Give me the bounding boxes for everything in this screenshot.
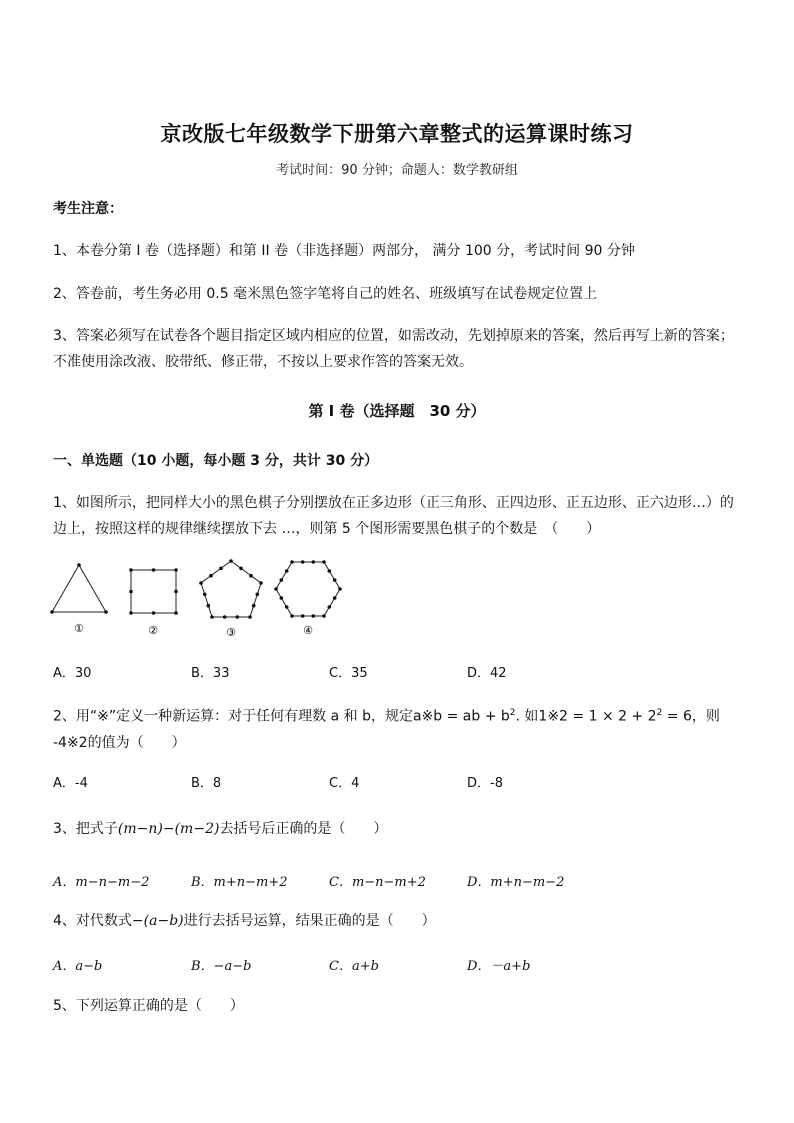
question-4-expression: −(a−b)	[131, 913, 184, 929]
option-b[interactable]: B．−a−b	[191, 959, 252, 974]
option-a[interactable]: A．30	[53, 666, 92, 681]
question-4-stem-part-2: 进行去括号运算，结果正确的是（ ）	[183, 913, 436, 929]
option-b[interactable]: B．8	[191, 776, 222, 791]
section-title: 第 I 卷（选择题 30 分）	[308, 402, 486, 420]
figure-label-3: ③	[226, 626, 236, 639]
question-4-stem-part-1: 4、对代数式	[53, 913, 132, 929]
part-heading: 一、单选题（10 小题，每小题 3 分，共计 30 分）	[53, 453, 379, 469]
option-a[interactable]: A．-4	[53, 776, 88, 791]
question-3-stem-part-1: 3、把式子	[53, 821, 118, 837]
question-2-sup-2: 2	[656, 708, 663, 718]
question-2-stem	[53, 700, 743, 756]
notice-item-2: 2、答卷前，考生务必用 0.5 毫米黑色签字笔将自己的姓名、班级填写在试卷规定位置上	[53, 286, 598, 302]
question-4-options	[53, 955, 743, 977]
option-d[interactable]: D．-8	[467, 776, 503, 791]
option-d[interactable]: D．m+n−m−2	[467, 875, 565, 890]
question-4-stem	[53, 908, 743, 934]
question-1-options	[53, 662, 743, 684]
question-2-sup-1: 2	[509, 708, 516, 718]
question-3-stem	[53, 816, 743, 842]
question-3-stem-part-2: 去括号后正确的是（ ）	[219, 821, 388, 837]
question-3-expression: (m−n)−(m−2)	[117, 821, 220, 837]
figure-pentagon	[199, 559, 263, 619]
page-subtitle: 考试时间：90 分钟；命题人：数学教研组	[276, 163, 518, 178]
option-a[interactable]: A．m−n−m−2	[53, 875, 150, 890]
figure-hexagon	[274, 560, 342, 618]
question-2-stem-part-3: = 6，则 -4※2的值为（ ）	[53, 708, 720, 751]
polygon-figures	[50, 556, 350, 640]
question-2-stem-part-1: 2、用“※”定义一种新运算：对于任何有理数 a 和 b，规定a※b = ab + b	[53, 708, 510, 725]
option-c[interactable]: C．m−n−m+2	[329, 875, 426, 890]
notice-item-3: 3、答案必须写在试卷各个题目指定区域内相应的位置，如需改动，先划掉原来的答案，然后再写上新的答案；不准使用涂改液、胶带纸、修正带，不按以上要求作答的答案无效。	[53, 328, 734, 370]
option-c[interactable]: C．4	[329, 776, 360, 791]
figure-label-1: ①	[74, 622, 84, 635]
option-c[interactable]: C．a+b	[329, 959, 379, 974]
option-b[interactable]: B．33	[191, 666, 230, 681]
option-a[interactable]: A．a−b	[53, 959, 103, 974]
question-1-stem: 1、如图所示，把同样大小的黑色棋子分别摆放在正多边形（正三角形、正四边形、正五边形、正六边形…）的边上，按照这样的规律继续摆放下去 …，则第 5 个图形需要黑色棋子的个数是 （ ）	[53, 495, 734, 537]
notice-heading: 考生注意：	[53, 201, 123, 217]
figure-label-4: ④	[303, 624, 313, 637]
option-d[interactable]: D．42	[467, 666, 507, 681]
option-b[interactable]: B．m+n−m+2	[191, 875, 288, 890]
option-c[interactable]: C．35	[329, 666, 368, 681]
question-5-stem: 5、下列运算正确的是（ ）	[53, 998, 244, 1014]
question-2-options	[53, 772, 743, 794]
option-d[interactable]: D．－a+b	[467, 959, 531, 974]
figure-triangle	[50, 563, 108, 614]
notice-item-1: 1、本卷分第 I 卷（选择题）和第 II 卷（非选择题）两部分， 满分 100 分，考试时间 90 分钟	[53, 243, 635, 259]
question-3-options	[53, 871, 743, 893]
question-2-stem-part-2: . 如1※2 = 1 × 2 + 2	[515, 708, 657, 725]
figure-label-2: ②	[148, 624, 158, 637]
page-title: 京改版七年级数学下册第六章整式的运算课时练习	[160, 121, 634, 146]
figure-square	[129, 568, 178, 615]
